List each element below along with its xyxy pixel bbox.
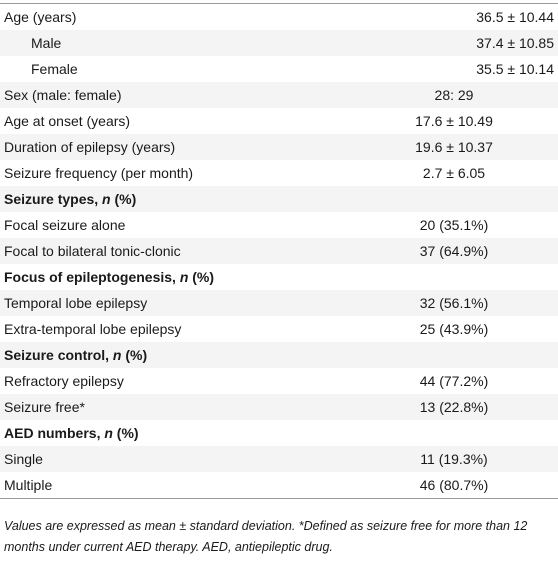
table-row bbox=[0, 108, 558, 134]
row-value: 2.7 ± 6.05 bbox=[422, 165, 486, 181]
table-footnote: Values are expressed as mean ± standard deviation. *Defined as seizure free for more than 12 months under current AED therapy. AED, antiepileptic drug. bbox=[4, 519, 528, 554]
table-row bbox=[0, 82, 558, 108]
row-label: Male bbox=[31, 35, 62, 51]
demographics-table bbox=[0, 3, 558, 558]
row-label: Age at onset (years) bbox=[4, 113, 131, 129]
row-value: 32 (56.1%) bbox=[419, 295, 489, 311]
table-row bbox=[0, 30, 558, 56]
table-section-header bbox=[0, 186, 558, 212]
row-value: 37.4 ± 10.85 bbox=[476, 35, 554, 51]
table-row bbox=[0, 368, 558, 394]
row-label: Focal to bilateral tonic-clonic bbox=[4, 243, 181, 259]
row-label: Female bbox=[31, 61, 78, 77]
row-label: Temporal lobe epilepsy bbox=[4, 295, 148, 311]
table-row bbox=[0, 212, 558, 238]
row-label: Single bbox=[4, 451, 43, 467]
row-value: 36.5 ± 10.44 bbox=[476, 9, 554, 25]
table-row bbox=[0, 56, 558, 82]
row-label: Seizure types, n (%) bbox=[4, 191, 137, 207]
row-value: 13 (22.8%) bbox=[419, 399, 489, 415]
row-label: Refractory epilepsy bbox=[4, 373, 124, 389]
row-label: Age (years) bbox=[4, 9, 77, 25]
table-row bbox=[0, 446, 558, 472]
row-value: 28: 29 bbox=[434, 87, 474, 103]
table-section-header bbox=[0, 342, 558, 368]
row-label: Sex (male: female) bbox=[4, 87, 122, 103]
table-row bbox=[0, 238, 558, 264]
row-label: Seizure control, n (%) bbox=[4, 347, 148, 363]
table-row bbox=[0, 290, 558, 316]
table-body bbox=[0, 4, 558, 498]
table-row bbox=[0, 316, 558, 342]
table-row bbox=[0, 394, 558, 420]
row-value: 20 (35.1%) bbox=[419, 217, 489, 233]
row-label: Seizure free* bbox=[4, 399, 85, 415]
row-value: 44 (77.2%) bbox=[419, 373, 489, 389]
row-label: Focal seizure alone bbox=[4, 217, 126, 233]
row-value: 11 (19.3%) bbox=[420, 451, 488, 467]
row-label: Focus of epileptogenesis, n (%) bbox=[4, 269, 215, 285]
row-value: 37 (64.9%) bbox=[419, 243, 489, 259]
row-value: 19.6 ± 10.37 bbox=[415, 139, 493, 155]
row-value: 46 (80.7%) bbox=[419, 477, 489, 493]
row-label: Extra-temporal lobe epilepsy bbox=[4, 321, 182, 337]
table-section-header bbox=[0, 420, 558, 446]
row-value: 17.6 ± 10.49 bbox=[415, 113, 493, 129]
row-label: Multiple bbox=[4, 477, 53, 493]
table-section-header bbox=[0, 264, 558, 290]
row-value: 25 (43.9%) bbox=[419, 321, 489, 337]
table-row bbox=[0, 472, 558, 498]
row-value: 35.5 ± 10.14 bbox=[476, 61, 554, 77]
table-row bbox=[0, 160, 558, 186]
row-label: AED numbers, n (%) bbox=[4, 425, 139, 441]
row-label: Duration of epilepsy (years) bbox=[4, 139, 176, 155]
row-label: Seizure frequency (per month) bbox=[4, 165, 194, 181]
table-row bbox=[0, 4, 558, 30]
table-row bbox=[0, 134, 558, 160]
